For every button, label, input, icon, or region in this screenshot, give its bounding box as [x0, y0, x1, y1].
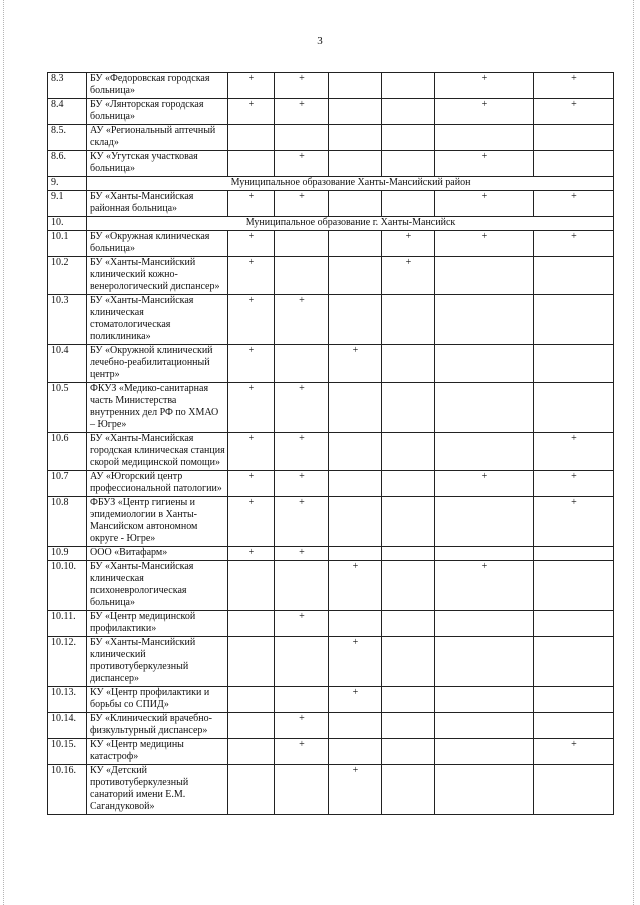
mark-cell: +	[275, 191, 329, 217]
mark-cell	[534, 257, 614, 295]
mark-cell	[382, 345, 435, 383]
table-row	[48, 713, 614, 739]
mark-cell: +	[275, 73, 329, 99]
mark-cell	[329, 191, 382, 217]
institution-name: КУ «Угутская участковая больница»	[87, 151, 228, 177]
table-row	[48, 383, 614, 433]
row-number: 10.	[48, 217, 87, 231]
mark-cell: +	[228, 471, 275, 497]
row-number: 8.6.	[48, 151, 87, 177]
mark-cell	[382, 687, 435, 713]
mark-cell	[228, 739, 275, 765]
mark-cell	[534, 765, 614, 815]
mark-cell: +	[228, 295, 275, 345]
mark-cell: +	[435, 191, 534, 217]
mark-cell: +	[275, 151, 329, 177]
mark-cell	[228, 687, 275, 713]
mark-cell	[382, 739, 435, 765]
mark-cell	[435, 383, 534, 433]
section-title: Муниципальное образование г. Ханты-Мансийск	[87, 217, 614, 231]
mark-cell	[435, 497, 534, 547]
mark-cell	[435, 637, 534, 687]
mark-cell	[435, 345, 534, 383]
mark-cell	[275, 257, 329, 295]
mark-cell	[275, 125, 329, 151]
mark-cell: +	[275, 739, 329, 765]
mark-cell	[329, 231, 382, 257]
table-row	[48, 561, 614, 611]
mark-cell	[329, 611, 382, 637]
mark-cell	[382, 191, 435, 217]
institution-name: БУ «Ханты-Мансийский клинический кожно-венерологический диспансер»	[87, 257, 228, 295]
mark-cell	[435, 611, 534, 637]
mark-cell: +	[228, 191, 275, 217]
mark-cell	[435, 125, 534, 151]
table-row	[48, 637, 614, 687]
mark-cell	[534, 151, 614, 177]
mark-cell	[534, 561, 614, 611]
mark-cell	[228, 765, 275, 815]
row-number: 10.14.	[48, 713, 87, 739]
scan-left-edge	[3, 0, 6, 905]
mark-cell: +	[435, 73, 534, 99]
mark-cell: +	[275, 295, 329, 345]
row-number: 10.5	[48, 383, 87, 433]
mark-cell: +	[435, 151, 534, 177]
mark-cell	[382, 561, 435, 611]
institution-name: БУ «Ханты-Мансийская городская клиническая станция скорой медицинской помощи»	[87, 433, 228, 471]
table-row	[48, 125, 614, 151]
mark-cell: +	[435, 471, 534, 497]
mark-cell	[534, 125, 614, 151]
row-number: 9.1	[48, 191, 87, 217]
institution-name: АУ «Региональный аптечный склад»	[87, 125, 228, 151]
mark-cell: +	[228, 231, 275, 257]
mark-cell	[534, 295, 614, 345]
mark-cell	[435, 547, 534, 561]
institution-name: БУ «Ханты-Мансийская клиническая психоневрологическая больница»	[87, 561, 228, 611]
institution-name: КУ «Детский противотуберкулезный санаторий имени Е.М. Сагандуковой»	[87, 765, 228, 815]
mark-cell: +	[228, 497, 275, 547]
mark-cell	[382, 497, 435, 547]
mark-cell	[382, 73, 435, 99]
mark-cell	[329, 295, 382, 345]
institution-name: АУ «Югорский центр профессиональной патологии»	[87, 471, 228, 497]
mark-cell: +	[329, 687, 382, 713]
mark-cell	[329, 547, 382, 561]
mark-cell: +	[534, 471, 614, 497]
mark-cell: +	[534, 73, 614, 99]
mark-cell: +	[534, 99, 614, 125]
mark-cell	[382, 637, 435, 687]
institution-name: БУ «Лянторская городская больница»	[87, 99, 228, 125]
mark-cell: +	[228, 383, 275, 433]
table-row	[48, 611, 614, 637]
mark-cell	[329, 125, 382, 151]
table-row	[48, 191, 614, 217]
mark-cell	[275, 637, 329, 687]
row-number: 8.4	[48, 99, 87, 125]
mark-cell: +	[275, 713, 329, 739]
mark-cell: +	[534, 497, 614, 547]
section-title: Муниципальное образование Ханты-Мансийский район	[87, 177, 614, 191]
mark-cell	[228, 561, 275, 611]
mark-cell	[534, 687, 614, 713]
mark-cell: +	[329, 345, 382, 383]
mark-cell	[382, 295, 435, 345]
table-row	[48, 471, 614, 497]
institution-name: КУ «Центр профилактики и борьбы со СПИД»	[87, 687, 228, 713]
table-row	[48, 739, 614, 765]
mark-cell	[382, 713, 435, 739]
institution-name: ООО «Витафарм»	[87, 547, 228, 561]
mark-cell	[382, 471, 435, 497]
institution-name: ФКУЗ «Медико-санитарная часть Министерства внутренних дел РФ по ХМАО – Югре»	[87, 383, 228, 433]
mark-cell: +	[228, 345, 275, 383]
row-number: 10.15.	[48, 739, 87, 765]
mark-cell	[382, 611, 435, 637]
institution-name: БУ «Окружной клинический лечебно-реабилитационный центр»	[87, 345, 228, 383]
mark-cell: +	[275, 611, 329, 637]
institutions-table	[47, 72, 614, 815]
table-row	[48, 231, 614, 257]
mark-cell: +	[275, 433, 329, 471]
mark-cell	[329, 73, 382, 99]
mark-cell: +	[228, 99, 275, 125]
table-row	[48, 547, 614, 561]
mark-cell	[382, 433, 435, 471]
table-row	[48, 687, 614, 713]
mark-cell	[228, 125, 275, 151]
institution-name: БУ «Ханты-Мансийская клиническая стоматологическая поликлиника»	[87, 295, 228, 345]
table-body	[48, 73, 614, 815]
institution-name: БУ «Центр медицинской профилактики»	[87, 611, 228, 637]
mark-cell	[382, 765, 435, 815]
mark-cell: +	[228, 257, 275, 295]
mark-cell: +	[534, 739, 614, 765]
mark-cell	[435, 257, 534, 295]
table-row	[48, 99, 614, 125]
mark-cell: +	[329, 765, 382, 815]
mark-cell	[382, 125, 435, 151]
mark-cell	[534, 547, 614, 561]
mark-cell	[435, 713, 534, 739]
mark-cell	[435, 433, 534, 471]
mark-cell: +	[534, 191, 614, 217]
mark-cell	[275, 687, 329, 713]
mark-cell	[275, 345, 329, 383]
mark-cell: +	[382, 257, 435, 295]
table-row	[48, 73, 614, 99]
mark-cell: +	[435, 99, 534, 125]
row-number: 10.16.	[48, 765, 87, 815]
institution-name: ФБУЗ «Центр гигиены и эпидемиологии в Ханты-Мансийском автономном округе - Югре»	[87, 497, 228, 547]
mark-cell: +	[228, 73, 275, 99]
row-number: 10.10.	[48, 561, 87, 611]
row-number: 10.3	[48, 295, 87, 345]
mark-cell	[329, 257, 382, 295]
mark-cell	[329, 471, 382, 497]
mark-cell	[534, 383, 614, 433]
institution-name: БУ «Федоровская городская больница»	[87, 73, 228, 99]
mark-cell	[534, 345, 614, 383]
row-number: 10.13.	[48, 687, 87, 713]
mark-cell	[382, 383, 435, 433]
mark-cell	[534, 637, 614, 687]
mark-cell: +	[275, 471, 329, 497]
mark-cell: +	[534, 433, 614, 471]
row-number: 8.3	[48, 73, 87, 99]
mark-cell	[435, 687, 534, 713]
row-number: 10.8	[48, 497, 87, 547]
mark-cell	[329, 383, 382, 433]
mark-cell	[382, 547, 435, 561]
mark-cell: +	[382, 231, 435, 257]
mark-cell	[435, 739, 534, 765]
mark-cell: +	[228, 433, 275, 471]
mark-cell	[534, 713, 614, 739]
mark-cell: +	[435, 231, 534, 257]
mark-cell	[435, 765, 534, 815]
institution-name: БУ «Окружная клиническая больница»	[87, 231, 228, 257]
mark-cell	[534, 611, 614, 637]
row-number: 10.11.	[48, 611, 87, 637]
mark-cell	[228, 637, 275, 687]
mark-cell: +	[329, 637, 382, 687]
table-row	[48, 497, 614, 547]
mark-cell: +	[329, 561, 382, 611]
mark-cell: +	[275, 547, 329, 561]
row-number: 8.5.	[48, 125, 87, 151]
mark-cell: +	[275, 99, 329, 125]
row-number: 9.	[48, 177, 87, 191]
institution-name: БУ «Ханты-Мансийский клинический противотуберкулезный диспансер»	[87, 637, 228, 687]
row-number: 10.4	[48, 345, 87, 383]
page-number: 3	[317, 35, 323, 47]
mark-cell	[275, 765, 329, 815]
mark-cell: +	[435, 561, 534, 611]
table-row	[48, 345, 614, 383]
section-row	[48, 217, 614, 231]
mark-cell	[329, 151, 382, 177]
mark-cell	[329, 713, 382, 739]
row-number: 10.2	[48, 257, 87, 295]
institution-name: БУ «Ханты-Мансийская районная больница»	[87, 191, 228, 217]
mark-cell: +	[275, 497, 329, 547]
scan-right-edge	[633, 0, 636, 905]
table-row	[48, 257, 614, 295]
mark-cell: +	[228, 547, 275, 561]
row-number: 10.6	[48, 433, 87, 471]
mark-cell	[329, 99, 382, 125]
row-number: 10.9	[48, 547, 87, 561]
table-row	[48, 765, 614, 815]
table-row	[48, 295, 614, 345]
mark-cell: +	[275, 383, 329, 433]
table-row	[48, 151, 614, 177]
mark-cell	[228, 611, 275, 637]
row-number: 10.7	[48, 471, 87, 497]
institution-name: БУ «Клинический врачебно-физкультурный диспансер»	[87, 713, 228, 739]
mark-cell	[329, 739, 382, 765]
mark-cell	[228, 151, 275, 177]
institution-name: КУ «Центр медицины катастроф»	[87, 739, 228, 765]
mark-cell	[382, 99, 435, 125]
mark-cell	[382, 151, 435, 177]
mark-cell	[329, 433, 382, 471]
mark-cell	[275, 561, 329, 611]
mark-cell: +	[534, 231, 614, 257]
row-number: 10.12.	[48, 637, 87, 687]
section-row	[48, 177, 614, 191]
row-number: 10.1	[48, 231, 87, 257]
mark-cell	[435, 295, 534, 345]
table-row	[48, 433, 614, 471]
mark-cell	[329, 497, 382, 547]
mark-cell	[228, 713, 275, 739]
mark-cell	[275, 231, 329, 257]
